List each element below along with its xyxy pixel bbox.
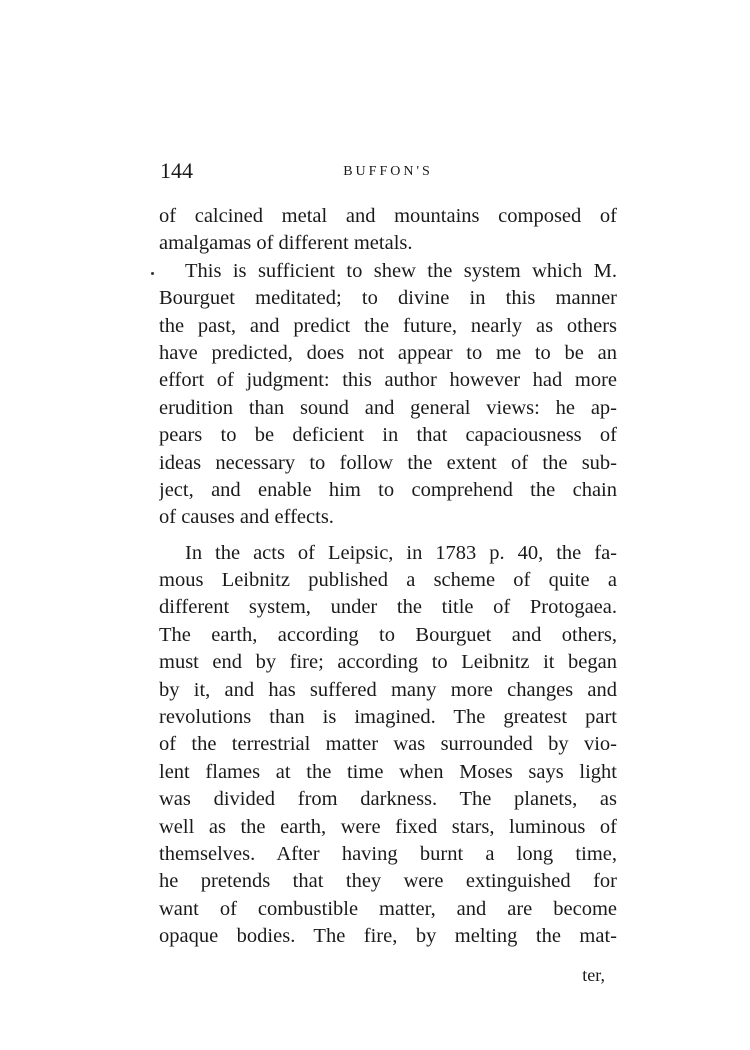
text-line: ject, and enable him to comprehend the chain <box>159 478 617 501</box>
text-line: of causes and effects. <box>159 506 334 529</box>
text-line: The earth, according to Bourguet and others, <box>159 623 617 646</box>
text-line: In the acts of Leipsic, in 1783 p. 40, the fa- <box>185 541 617 564</box>
text-line: want of combustible matter, and are become <box>159 897 617 920</box>
text-line: of the terrestrial matter was surrounded by vio- <box>159 733 617 756</box>
text-line: erudition than sound and general views: he ap- <box>159 396 617 419</box>
text-line: This is sufficient to shew the system which M. <box>185 259 617 282</box>
text-line: have predicted, does not appear to me to be an <box>159 341 617 364</box>
text-line: revolutions than is imagined. The greatest part <box>159 706 617 729</box>
text-line: mous Leibnitz published a scheme of quite a <box>159 569 617 592</box>
text-line: effort of judgment: this author however had more <box>159 369 617 392</box>
paragraph-gap <box>159 532 617 540</box>
text-line: well as the earth, were fixed stars, luminous of <box>159 815 617 838</box>
catchword: ter, <box>582 965 605 985</box>
text-line: by it, and has suffered many more changes and <box>159 678 617 701</box>
text-line: he pretends that they were extinguished for <box>159 870 617 893</box>
text-line: pears to be deficient in that capaciousness of <box>159 424 617 447</box>
running-head: BUFFON'S <box>343 164 433 179</box>
text-line: different system, under the title of Protogaea. <box>159 596 617 619</box>
text-line: of calcined metal and mountains composed of <box>159 205 617 227</box>
text-line: was divided from darkness. The planets, as <box>159 788 617 811</box>
text-line: amalgamas of different metals. <box>159 232 413 255</box>
text-line: themselves. After having burnt a long time, <box>159 842 617 865</box>
text-line: the past, and predict the future, nearly as others <box>159 314 617 337</box>
page-header <box>160 158 616 184</box>
page-number: 144 <box>160 158 193 183</box>
stray-ink-mark <box>151 272 154 275</box>
body-text <box>159 203 617 951</box>
text-line: ideas necessary to follow the extent of the sub- <box>159 451 617 474</box>
text-line: lent flames at the time when Moses says light <box>159 760 617 783</box>
text-line: must end by fire; according to Leibnitz it began <box>159 651 617 674</box>
text-line: opaque bodies. The fire, by melting the mat- <box>159 925 617 948</box>
text-line: Bourguet meditated; to divine in this manner <box>159 287 617 310</box>
